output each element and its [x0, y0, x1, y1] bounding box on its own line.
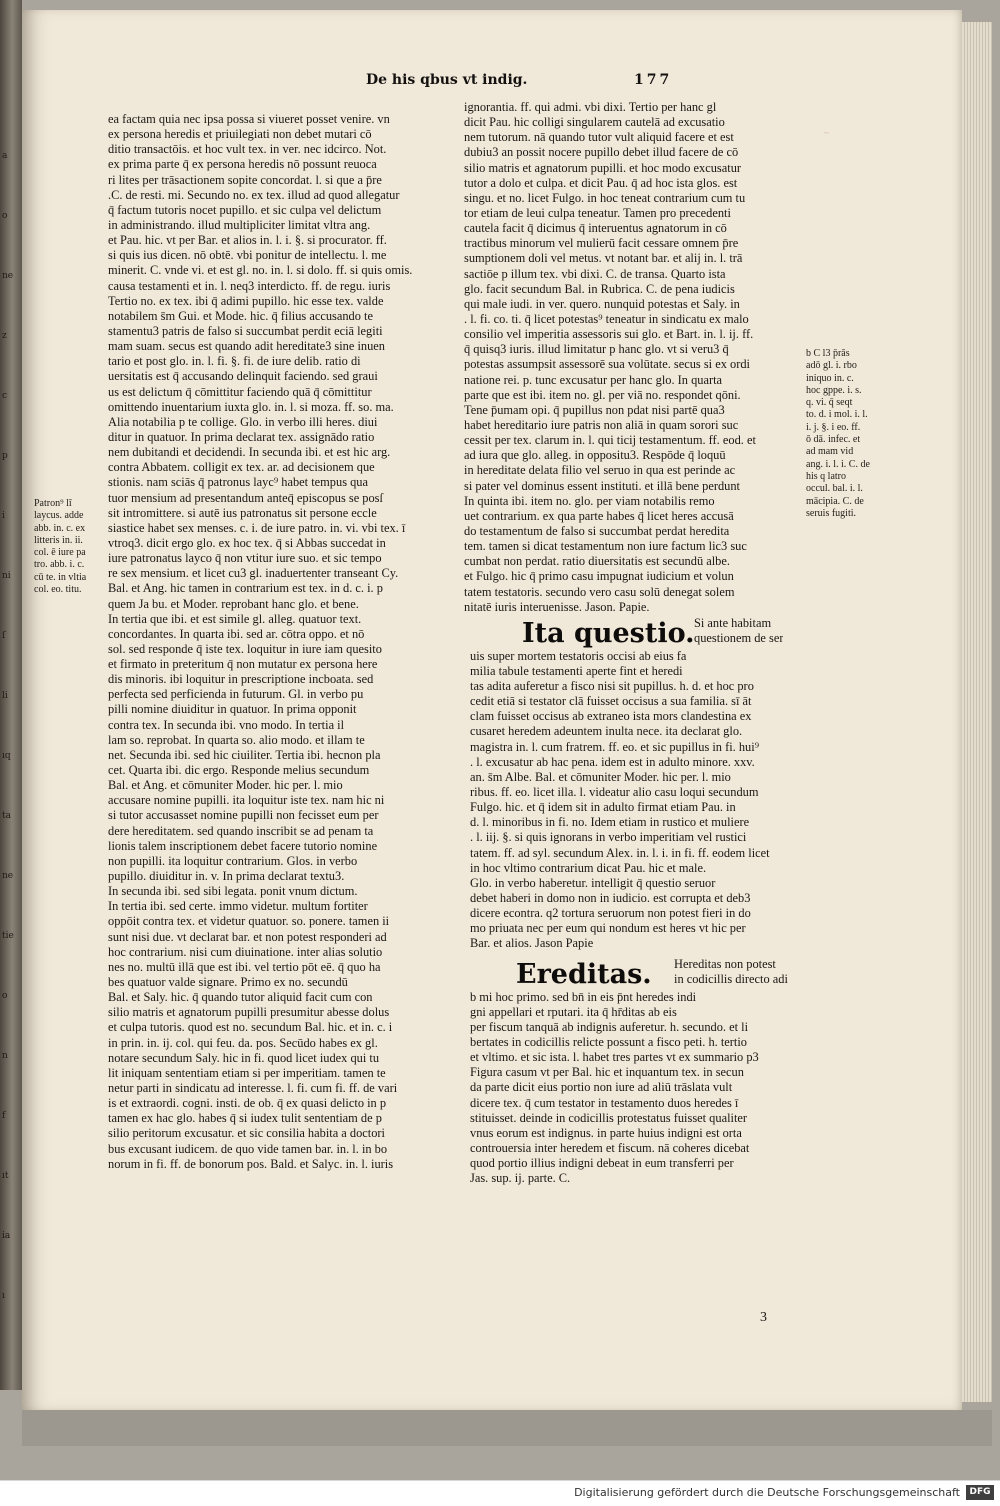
text-line: stituisset. deinde in codicillis protestatus fuisset qualiter: [470, 1110, 748, 1125]
text-line: et vltimo. et sic ista. l. habet tres partes vt ex summario p3: [470, 1050, 759, 1065]
facing-page-fragment: a: [2, 151, 8, 161]
footer-bar: [0, 1480, 1000, 1506]
facing-page-fragment: ıq: [2, 751, 11, 761]
text-line: per fiscum tanquā ab indignis auferetur. h. secundo. et li: [470, 1019, 749, 1034]
text-line: tutor a dolo et culpa. et dicit Pau. q̄ ad hoc ista glos. est: [464, 175, 738, 190]
margin-note-line: mācipia. C. de: [806, 495, 864, 507]
text-line: natione rei. p. tunc excusatur per hanc glo. In quarta: [464, 372, 723, 387]
facing-page-fragment: o: [2, 991, 8, 1001]
text-line: ribus. ff. eo. licet illa. l. videatur alio casu loqui secundum: [470, 785, 759, 800]
text-line: q̄ quisq3 iuris. illud limitatur p hanc glo. vt si veru3 q̄: [464, 342, 729, 357]
text-line: Tene p̄umam opi. q̄ pupillus non pdat nisi partē qua3: [464, 402, 725, 417]
text-line: mo priuata nec per eum qui nondum est heres vt hic per: [470, 921, 746, 936]
text-line: hoc contrarium. nisi cum diuinatione. inter alias solutio: [108, 944, 383, 959]
facing-page-fragment: ıt: [2, 1171, 9, 1181]
text-line: Bal. et Ang. hic tamen in contrarium est tex. in d. c. i. p: [108, 581, 383, 596]
text-line: Glo. in verbo haberetur. intelligit q̄ questio seruor: [470, 875, 716, 890]
facing-page-fragment: ta: [2, 811, 11, 821]
text-line: sactiōe p illum tex. vbi dixi. C. de transa. Quarto ista: [464, 266, 726, 281]
text-line: lionis talem inscriptionem debet facere tutorio nomine: [108, 838, 378, 853]
text-line: si pater vel dominus essent instituti. et illā bene perdunt: [464, 478, 740, 493]
text-line: vnus eorum est indignus. in parte huius indigni est orta: [470, 1125, 742, 1140]
text-line: In secunda ibi. sed sibi legata. ponit vnum dictum.: [108, 884, 358, 899]
text-line: silio peritorum excusatur. et sic consilia habita a doctori: [108, 1126, 385, 1141]
text-line: qui male iudi. in ver. quero. nunquid potestas et Saly. in: [464, 296, 740, 311]
heading-continuation-1: Si ante habitam: [694, 615, 772, 630]
margin-note-line: col. eo. titu.: [34, 584, 82, 596]
margin-note-line: hoc gppe. i. s.: [806, 384, 862, 396]
text-line: ea factam quia nec ipsa possa si viueret posset venire. vn: [108, 112, 390, 126]
text-line: lam so. reprobat. In quarta so. alio modo. et illam te: [108, 732, 365, 747]
text-line: bertates in codicillis relicte possunt a fisco peti. h. tertio: [470, 1035, 747, 1050]
margin-note-line: col. ē iure pa: [34, 547, 86, 559]
margin-note-line: ang. i. l. i. C. de: [806, 458, 870, 470]
text-line: .C. de resti. mi. Secundo no. ex tex. illud ad quod allegatur: [108, 187, 400, 202]
text-line: si quis ius dicen. nō obtē. vbi ponitur de intellectu. l. me: [108, 248, 387, 263]
text-line: tem. tamen si dicat testamentum non iure factum lic3 suc: [464, 539, 747, 554]
facing-page-fragment: ni: [2, 571, 11, 581]
text-line: cautela facit q̄ dicimus q̄ interuentus agnatorum in cō: [464, 221, 727, 236]
text-line: accusare nomine pupilli. ita loquitur iste tex. nam hic ni: [108, 793, 385, 808]
text-line: norum in fi. ff. de bonorum pos. Bald. et Salyc. in. l. iuris: [108, 1156, 394, 1171]
text-line: tamen ex hac glo. habes q̄ si iudex tulit sententiam de p: [108, 1111, 382, 1126]
running-head: De his qbus vt indig.: [366, 72, 528, 88]
text-line: clam fuisset occisus ab extraneo ista mors clandestina ex: [470, 709, 752, 724]
text-line: In tertia que ibi. et est simile gl. alleg. quatuor text.: [108, 611, 362, 626]
facing-page-fragment: p: [2, 451, 8, 461]
text-line: q̄ factum tutoris nocet pupillo. et sic culpa vel delictum: [108, 202, 382, 217]
text-line: Bar. et alios. Jason Papie: [470, 936, 594, 951]
text-line: . l. excusatur ab hac pena. idem est in adulto minore. xxv.: [470, 754, 755, 769]
text-line: sumptionem doli vel metus. vt notant bar. et alij in. l. trā: [464, 251, 743, 266]
text-line: et Fulgo. hic q̄ primo casu impugnat iudicium et volun: [464, 569, 734, 584]
text-line: consilio vel imperitia assessoris sui glo. et Bart. in. l. ij. ff.: [464, 327, 754, 342]
text-line: tatem testatoris. secundo vero casu solū denegat solem: [464, 584, 735, 599]
text-line: cet. Quarta ibi. dic ergo. Responde melius secundum: [108, 763, 370, 778]
text-line: Tertio no. ex tex. ibi q̄ adimi pupillo. hic esse tex. valde: [108, 293, 384, 308]
text-line: In quinta ibi. item no. glo. per viam notabilis remo: [464, 493, 715, 508]
facing-page-fragment: ne: [2, 271, 14, 281]
text-line: ri lites per trāsactionem sopite concordat. l. si que a p̄re: [108, 172, 382, 187]
text-line: dicere econtra. q2 tortura seruorum non potest fieri in do: [470, 906, 751, 921]
section-ita-questio: [464, 615, 802, 952]
text-line: mam suam. secus est quando adit hereditate3 sine inuen: [108, 339, 385, 354]
text-line: oppōit contra tex. et videtur quatuor. so. ponere. tamen ii: [108, 914, 390, 929]
margin-note-line: abb. in. c. ex: [34, 522, 86, 534]
text-line: notabilem s̄m Gui. et Mode. hic. q̄ filius accusando te: [108, 308, 373, 323]
text-line: nitatē iuris interuenisse. Jason. Papie.: [464, 599, 650, 614]
text-line: uet contrarium. ex qua parte habes q̄ licet heres accusā: [464, 508, 734, 523]
section-heading: Ereditas.: [516, 958, 652, 990]
text-line: et culpa tutoris. quod est no. secundum Bal. hic. et in. c. i: [108, 1020, 393, 1035]
text-line: magistra in. l. cum fratrem. ff. eo. et sic pupillus in fi. hui⁹: [470, 739, 760, 754]
text-line: tor etiam de leui culpa teneatur. Tamen pro precedenti: [464, 205, 731, 220]
text-line: in hoc vltimo contrarium dicat Pau. hic et male.: [470, 860, 707, 875]
page-stack-edge: [962, 22, 992, 1402]
text-line: net. Secunda ibi. sed hic ciuiliter. Tertia ibi. hecnon pla: [108, 747, 381, 762]
text-line: et firmato in preteritum q̄ non mutatur ex persona here: [108, 657, 378, 672]
text-line: gni appellari et rputari. ita q̄ hr̄ditas ab eis: [470, 1004, 677, 1019]
text-line: tuor mensium ad presentandum anteq̄ episcopus se posſ: [108, 490, 383, 505]
dfg-logo: DFG: [966, 1485, 994, 1500]
text-line: parte que est ibi. item no. gl. per viā no. respondet qōni.: [464, 387, 741, 402]
facing-page-fragment: ı: [2, 1291, 5, 1301]
text-line: vtroq3. dicit ergo glo. ex hoc tex. q̄ si Abbas succedat in: [108, 535, 386, 550]
text-line: omittendo inuentarium iuxta glo. in. l. si moza. ff. so. ma.: [108, 399, 394, 414]
text-line: b mi hoc primo. sed bn̄ in eis p̄nt heredes indi: [470, 989, 697, 1004]
text-line: iure patronatus layco q̄ non vtitur iure suo. et sic tempo: [108, 551, 382, 566]
text-line: bes quatuor valde signare. Primo ex no. secundū: [108, 975, 348, 990]
text-line: nem tutorum. nā quando tutor vult aliquid facere et est: [464, 130, 734, 145]
text-line: us est delictum q̄ cōmittitur faciendo quā q̄ cōmittitur: [108, 384, 372, 399]
text-line: pupillo. diuiditur in. v. In prima declarat textu3.: [108, 869, 345, 884]
text-line: Fulgo. hic. et q̄ idem sit in adulto firmat etiam Pau. in: [470, 800, 736, 815]
signature-mark: 3: [760, 1310, 767, 1325]
text-line: debet haberi in domo non in iudicio. est corrupta et deb3: [470, 891, 751, 906]
text-line: cusaret heredem adeuntem inulta nece. ita declarat glo.: [470, 724, 743, 739]
text-line: stionis. nam sciās q̄ patronus layc⁹ habet tempus qua: [108, 475, 368, 490]
text-line: dicit Pau. hic colligi singularem cautelā ad excusatio: [464, 115, 725, 130]
text-line: dis minoris. ibi loquitur in prescriptione incboata. sed: [108, 672, 374, 687]
text-line: re sex mensium. et licet cu3 gl. inaduertenter transeant Cy.: [108, 566, 399, 581]
text-line: bus excusant iudicem. de quo vide tamen bar. in. l. in bo: [108, 1141, 388, 1156]
facing-page-fragment: c: [2, 391, 8, 401]
text-line: concordantes. In quarta ibi. sed ar. cōtra oppo. et nō: [108, 626, 365, 641]
text-line: ex persona heredis et priuilegiati non debet mutari cō: [108, 127, 372, 142]
commentary-continuation: [464, 100, 802, 615]
text-line: stamentu3 patris de falso si succumbat perdit eciā legiti: [108, 323, 383, 338]
text-line: Bal. et Ang. et cōmuniter Moder. hic per. l. mio: [108, 778, 343, 793]
right-text-column: [464, 100, 802, 1186]
text-line: et Pau. hic. vt per Bar. et alios in. l. i. §. si procurator. ff.: [108, 233, 387, 248]
text-line: glo. facit secundum Bal. in Rubrica. C. de pena iudicis: [464, 281, 735, 296]
section-heading: Ita questio.: [522, 617, 695, 649]
facing-page-edge: [0, 0, 22, 1390]
facing-page-fragment: ne: [2, 871, 14, 881]
margin-note-line: laycus. adde: [34, 510, 84, 522]
text-line: is et extraordi. cogni. insti. de ob. q̄ ex quasi delicto in p: [108, 1096, 387, 1111]
text-line: singu. et no. licet Fulgo. in hoc teneat contrarium cum tu: [464, 190, 746, 205]
text-line: nes no. multū illā que est ibi. vel tertio pōt eē. q̄ quo ha: [108, 959, 381, 974]
section-body: [464, 990, 802, 1187]
left-text-column: [108, 112, 434, 1172]
text-line: sunt nisi due. vt declarat bar. et non potest responderi ad: [108, 929, 387, 944]
margin-note-left: [34, 498, 104, 596]
text-line: cedit etiā si testator clā fuisset occisus a sua familia. sī āt: [470, 694, 752, 709]
text-line: non pupilli. ita loquitur contrarium. Glos. in verbo: [108, 853, 358, 868]
text-line: tario et post glo. in. l. fi. §. fi. de iure delib. ratio di: [108, 354, 361, 369]
margin-note-line: ō dā. infec. et: [806, 434, 861, 446]
text-line: contra tex. In secunda ibi. vno modo. In tertia il: [108, 717, 345, 732]
text-line: dere hereditatem. sed quando inscribit se ad penam ta: [108, 823, 374, 838]
text-line: cessit per tex. clarum in. l. qui ticij testamentum. ff. eod. et: [464, 433, 756, 448]
facing-page-fragment: z: [2, 331, 7, 341]
text-line: uis super mortem testatoris occisi ab eius fa: [470, 648, 687, 663]
section-hereditas: [464, 956, 802, 1187]
text-line: in administrando. illud multipliciter limitat vltra ang.: [108, 217, 371, 232]
margin-note-right: [806, 348, 870, 520]
margin-note-line: cū te. in vltia: [34, 571, 87, 583]
text-line: d. l. minoribus in fi. no. Idem etiam in rustico et muliere: [470, 815, 750, 830]
text-line: ex prima parte q̄ ex persona heredis nō possunt reuoca: [108, 157, 377, 172]
text-line: ditio transactōis. et hoc vult tex. in ver. nec idcirco. Not.: [108, 142, 387, 157]
text-line: . l. fi. co. ti. q̄ licet potestas⁹ teneatur in sindicatu ex malo: [464, 311, 749, 326]
text-line: nem dubitandi et decidendi. In secunda ibi. et est hic arg.: [108, 445, 391, 460]
text-line: sol. sed responde q̄ iste tex. loquitur in iure iam quesito: [108, 641, 382, 656]
margin-note-line: to. d. i mol. i. l.: [806, 409, 868, 421]
text-line: tractibus minorum vel mulierū facit cessare omnem p̄re: [464, 236, 739, 251]
margin-note-line: adō gl. i. rbo: [806, 360, 857, 372]
margin-note-line: iniquo in. c.: [806, 372, 854, 384]
footer-credit: Digitalisierung gefördert durch die Deutsche Forschungsgemeinschaft: [574, 1486, 960, 1499]
faded-margin-mark: ~: [824, 128, 829, 138]
section-body: [464, 649, 802, 952]
text-line: da parte dicit eius portio non iure ad aliū trāslata vult: [470, 1080, 733, 1095]
facing-page-fragment: ia: [2, 1231, 11, 1241]
folio-number: 177: [634, 72, 673, 88]
text-line: cumbat non perdat. ratio diuersitatis est secundū albe.: [464, 554, 730, 569]
text-line: tatem. ff. ad syl. secundum Alex. in. l. i. in fi. ff. eodem licet: [470, 845, 770, 860]
text-line: in hereditate delata filio vel seruo in qua est perinde ac: [464, 463, 736, 478]
text-line: quem Ja bu. et Moder. reprobant hanc glo. et bene.: [108, 596, 359, 611]
section-heading-row: [464, 956, 802, 990]
text-line: Jas. sup. ij. parte. C.: [470, 1171, 571, 1186]
text-line: silio matris et agnatorum pupilli presumitur abesse dolus: [108, 1005, 390, 1020]
facing-page-fragment: ſ: [2, 631, 6, 641]
text-line: dicere tex. q̄ cum testator in testamento duos heredes ī: [470, 1095, 739, 1110]
heading-continuation-2: questionem de ser: [694, 630, 784, 645]
margin-note-line: occul. bal. i. l.: [806, 483, 863, 495]
facing-page-fragment: f: [2, 1111, 6, 1121]
margin-note-line: ad mam vid: [806, 446, 854, 458]
facing-page-fragment: tie: [2, 931, 14, 941]
text-line: minerit. C. vnde vi. et est gl. no. in. l. si dolo. ff. si quis omis.: [108, 263, 413, 278]
text-line: an. s̄m Albe. Bal. et cōmuniter Moder. hic per. l. mio: [470, 769, 731, 784]
text-line: ad iura que glo. alleg. in oppositu3. Respōde q̄ loquū: [464, 448, 726, 463]
text-line: in prin. in. ij. col. qui feu. da. pos. Secūdo habes ex gl.: [108, 1035, 378, 1050]
text-line: milia tabule testamenti aperte fint et heredi: [470, 663, 683, 678]
text-line: sit intromittere. si autē ius patronatus sit persone eccle: [108, 505, 377, 520]
text-line: Bal. et Saly. hic. q̄ quando tutor aliquid facit cum con: [108, 990, 373, 1005]
text-line: pilli nomine diuiditur in quatuor. In prima opponit: [108, 702, 357, 717]
text-line: In tertia ibi. sed certe. immo videtur. multum fortiter: [108, 899, 368, 914]
text-line: netur parti in sindicatu ad interesse. l. fi. cum fi. ff. de vari: [108, 1081, 398, 1095]
text-line: si tutor accusasset nomine pupilli non fecisset eum per: [108, 808, 379, 823]
margin-note-line: b C l3 p̄rās: [806, 348, 850, 359]
text-line: dubiu3 an possit nocere pupillo debet illud facere de cō: [464, 145, 739, 160]
text-line: notare secundum Saly. hic in fi. quod licet iudex qui tu: [108, 1050, 380, 1065]
text-line: potestas assumpsit assessorē sua volūtate. secus si ex ordi: [464, 357, 750, 372]
heading-continuation-1: Hereditas non potest: [674, 956, 776, 971]
text-line: lit iniquam sententiam etiam si per imperitiam. tamen te: [108, 1065, 386, 1080]
margin-note-line: Patron⁹ lī: [34, 498, 72, 509]
margin-note-line: i. j. §. i eo. ff.: [806, 421, 861, 433]
facing-page-fragment: n: [2, 1051, 8, 1061]
margin-note-line: tro. abb. i. c.: [34, 559, 85, 571]
text-line: siastice habet sex menses. c. i. de iure patro. in. vi. vbi tex. ī: [108, 520, 406, 535]
facing-page-fragment: o: [2, 211, 8, 221]
text-line: perfecta sed perficienda in futurum. Gl. in verbo pu: [108, 687, 364, 702]
text-line: silio matris et agnatorum pupilli. et hoc modo excusatur: [464, 160, 742, 175]
page-bottom-edge: [22, 1410, 992, 1446]
text-line: uersitatis est q̄ accusando delinquit faciendo. sed graui: [108, 369, 378, 384]
text-line: . l. iij. §. si quis ignorans in verbo imperitiam vel rustici: [470, 830, 747, 845]
text-line: tas adita auferetur a fisco nisi sit pupillus. h. d. et hoc pro: [470, 679, 754, 694]
text-line: Alia notabilia p te collige. Glo. in verbo illi heres. diui: [108, 414, 378, 429]
facing-page-fragment: i: [2, 511, 5, 521]
text-line: quod portio illius indigni debeat in eum transferri per: [470, 1156, 734, 1171]
text-line: Figura casum vt per Bal. hic et inquantum tex. in secun: [470, 1065, 744, 1080]
margin-note-line: q. vi. q̄ seqt: [806, 397, 853, 409]
text-line: habet hereditario iure patris non aliā in quam sorori suc: [464, 417, 739, 432]
facing-page-fragment: li: [2, 691, 8, 701]
margin-note-line: his q latro: [806, 470, 846, 482]
heading-continuation-2: in codicillis directo adi: [674, 971, 788, 986]
text-line: causa testamenti et in. l. neq3 interdicto. ff. de regu. iuris: [108, 278, 391, 293]
text-line: ditur in quatuor. In prima declarat tex. assignādo ratio: [108, 429, 375, 444]
text-line: contra Abbatem. colligit ex tex. ar. ad decisionem que: [108, 460, 375, 475]
text-line: controuersia inter heredem et fiscum. nā coheres dicebat: [470, 1141, 750, 1155]
text-line: do testamentum de falso si succumbat perdat heredita: [464, 523, 730, 538]
margin-note-line: seruis fugiti.: [806, 507, 856, 519]
margin-note-line: litteris in. ii.: [34, 534, 83, 546]
text-line: ignorantia. ff. qui admi. vbi dixi. Tertio per hanc gl: [464, 100, 717, 114]
section-heading-row: [464, 615, 802, 649]
